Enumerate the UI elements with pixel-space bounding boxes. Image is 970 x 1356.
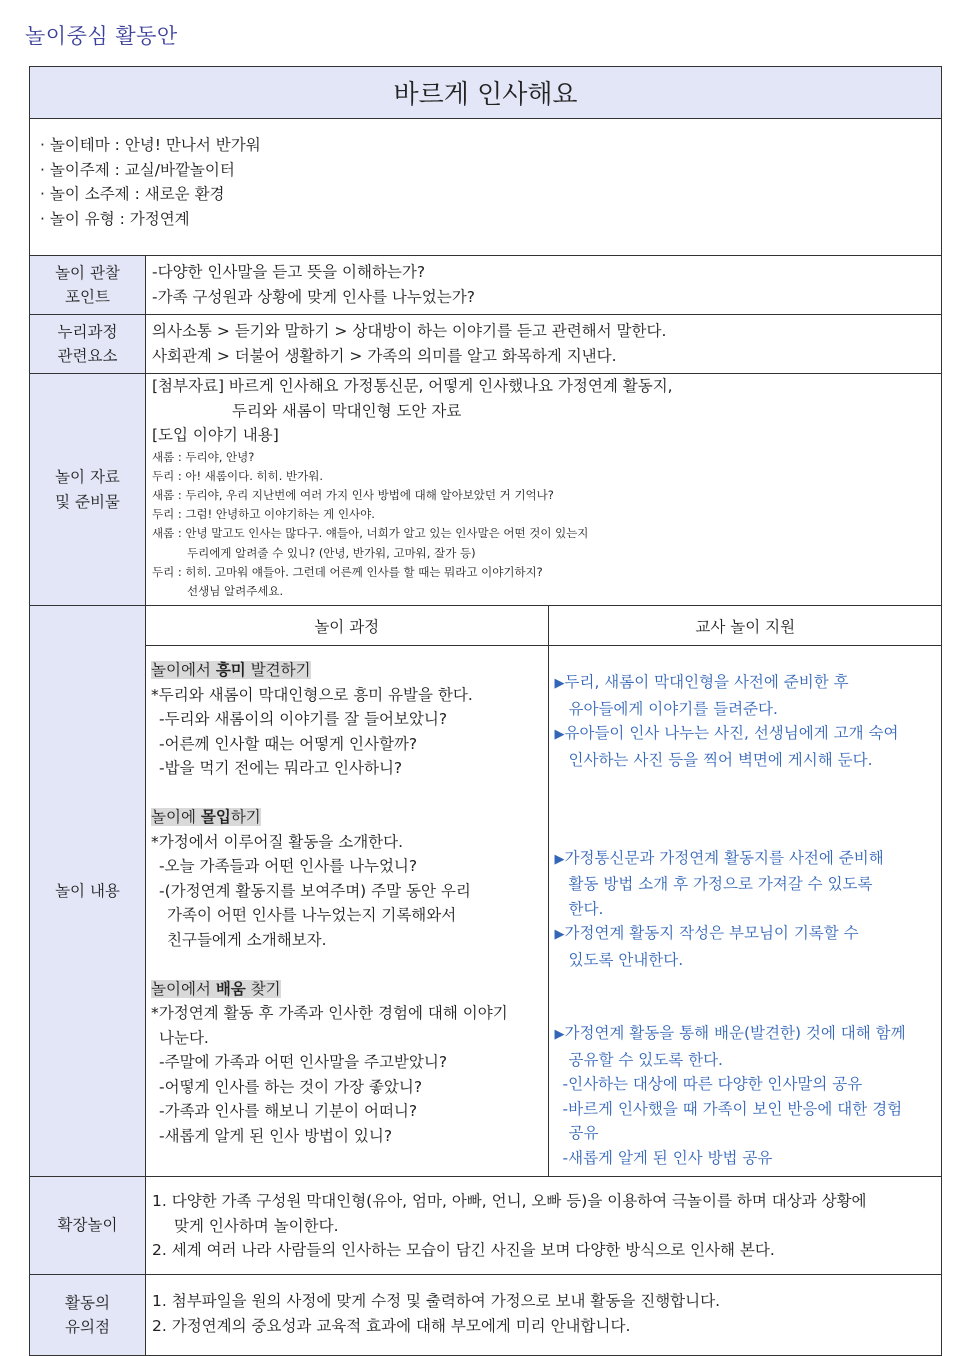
extension-line: 맞게 인사하며 놀이한다. xyxy=(174,1216,339,1235)
process-line: -새롭게 알게 된 인사 방법이 있니? xyxy=(159,1126,393,1145)
materials-label: 놀이 자료 및 준비물 xyxy=(30,374,146,606)
materials-content xyxy=(146,374,942,606)
meta-subtopic: · 놀이 소주제 : 새로운 환경 xyxy=(40,185,225,203)
process-line: 나눈다. xyxy=(159,1028,209,1047)
intro-dialogue xyxy=(152,448,935,602)
process-line: 친구들에게 소개해보자. xyxy=(167,930,327,949)
process-line: -오늘 가족들과 어떤 인사를 나누었니? xyxy=(159,857,418,876)
meta-theme: · 놀이테마 : 안녕! 만나서 반가워 xyxy=(40,136,261,154)
content-cell xyxy=(146,606,942,1177)
document-header: 놀이중심 활동안 xyxy=(25,24,178,48)
right-triangle-icon: ▶ xyxy=(554,927,565,943)
process-line: -밥을 먹기 전에는 뭐라고 인사하니? xyxy=(159,759,403,778)
dialogue-line: 두리에게 알려줄 수 있니? (안녕, 반가워, 고마워, 잘가 등) xyxy=(187,545,476,560)
play-process xyxy=(146,646,548,1177)
extension-line: 2. 세계 여러 나라 사람들의 인사하는 모습이 담긴 사진을 보며 다양한 방식으로 인사해 본다. xyxy=(152,1241,775,1260)
right-triangle-icon: ▶ xyxy=(554,676,565,692)
support-header: 교사 놀이 지원 xyxy=(548,606,942,646)
process-line: -두리와 새롬이의 이야기를 잘 들어보았니? xyxy=(159,710,448,729)
notes-label: 활동의 유의점 xyxy=(30,1275,146,1356)
nuri-label: 누리과정 관련요소 xyxy=(30,315,146,374)
dialogue-line: 새롬 : 안녕 말고도 인사는 많다구. 얘들아, 너희가 알고 있는 인사말은 어떤 것이 있는지 xyxy=(152,526,589,541)
intro-heading: [도입 이야기 내용] xyxy=(152,426,279,444)
section-heading-immersion: 놀이에 몰입하기 xyxy=(151,808,261,827)
notes-content xyxy=(146,1275,942,1356)
dialogue-line: 두리 : 그럼! 안녕하고 이야기하는 게 인사야. xyxy=(152,507,375,522)
process-line: -어떻게 인사를 하는 것이 가장 좋았니? xyxy=(159,1077,423,1096)
attachments-line: 두리와 새롬이 막대인형 도안 자료 xyxy=(232,401,462,420)
right-triangle-icon: ▶ xyxy=(554,851,565,867)
observation-line: -가족 구성원과 상황에 맞게 인사를 나누었는가? xyxy=(152,287,475,306)
dialogue-line: 새롬 : 두리야, 안녕? xyxy=(152,449,255,464)
section-heading-learning: 놀이에서 배움 찾기 xyxy=(151,979,281,998)
observation-line: -다양한 인사말을 듣고 뜻을 이해하는가? xyxy=(152,263,426,281)
dialogue-line: 선생님 알려주세요. xyxy=(187,583,284,598)
process-line: *두리와 새롬이 막대인형으로 흥미 유발을 한다. xyxy=(151,685,473,704)
plan-title: 바르게 인사해요 xyxy=(30,67,942,119)
right-triangle-icon: ▶ xyxy=(554,1027,565,1043)
process-line: *가정에서 이루어질 활동을 소개한다. xyxy=(151,832,404,851)
right-triangle-icon: ▶ xyxy=(554,727,565,743)
nuri-line: 의사소통 > 듣기와 말하기 > 상대방이 하는 이야기를 듣고 관련해서 말한다. xyxy=(152,322,667,340)
content-label: 놀이 내용 xyxy=(30,606,146,1177)
section-heading-interest: 놀이에서 흥미 발견하기 xyxy=(151,661,311,680)
meta-type: · 놀이 유형 : 가정연계 xyxy=(40,209,190,228)
extension-label: 확장놀이 xyxy=(30,1177,146,1275)
nuri-elements xyxy=(146,315,942,374)
activity-plan-table xyxy=(29,66,942,1356)
nuri-line: 사회관계 > 더불어 생활하기 > 가족의 의미를 알고 화목하게 지낸다. xyxy=(152,346,617,365)
note-line: 2. 가정연계의 중요성과 교육적 효과에 대해 부모에게 미리 안내합니다. xyxy=(152,1316,631,1335)
note-line: 1. 첨부파일을 원의 사정에 맞게 수정 및 출력하여 가정으로 보내 활동을 진행합니다. xyxy=(152,1292,721,1311)
dialogue-line: 두리 : 아! 새롬이다. 히히. 반가워. xyxy=(152,468,324,483)
meta-info xyxy=(30,119,942,256)
observation-points xyxy=(146,256,942,315)
content-inner-table xyxy=(146,606,942,1176)
process-line: -주말에 가족과 어떤 인사말을 주고받았니? xyxy=(159,1053,448,1072)
attachments-line: [첨부자료] 바르게 인사해요 가정통신문, 어떻게 인사했나요 가정연계 활동지, xyxy=(152,377,673,395)
teacher-support: ▶두리, 새롬이 막대인형을 사전에 준비한 후 유아들에게 이야기를 들려준다. ▶유아들이 인사 나누는 사진, 선생님에게 고개 숙여 인사하는 사진 등을 찍어 벽면에 게시해 둔다. ▶가정통신문과 가정연계 활동지를 사전에 준비해 활동 방법 소개 후 가정으로 가져갈 수 있도록 한다. ▶가정연계 활동지 작성은 부모님이 기록할 수 있도록 안내한다. ▶가정연계 활동을 통해 배운(발견한) 것에 대해 함께 공유할 수 있도록 한다. -인사하는 대상에 따른 다양한 인사말의 공유 -바르게 인사했을 때 가족이 보인 반응에 대한 경험 공유 -새롭게 알게 된 인사 방법 공유 xyxy=(548,646,942,1177)
process-line: 가족이 어떤 인사를 나누었는지 기록해와서 xyxy=(167,906,457,925)
dialogue-line: 두리 : 히히. 고마워 얘들아. 그런데 어른께 인사를 할 때는 뭐라고 이야기하지? xyxy=(152,564,543,579)
process-header: 놀이 과정 xyxy=(146,606,548,646)
dialogue-line: 새롬 : 두리야, 우리 지난번에 여러 가지 인사 방법에 대해 알아보았던 거 기억나? xyxy=(152,487,554,502)
process-line: -가족과 인사를 해보니 기분이 어떠니? xyxy=(159,1102,418,1121)
process-line: -(가정연계 활동지를 보여주며) 주말 동안 우리 xyxy=(159,881,471,900)
process-line: *가정연계 활동 후 가족과 인사한 경험에 대해 이야기 xyxy=(151,1004,508,1023)
extension-line: 1. 다양한 가족 구성원 막대인형(유아, 엄마, 아빠, 언니, 오빠 등)을 이용하여 극놀이를 하며 대상과 상황에 xyxy=(152,1192,867,1211)
extension-content xyxy=(146,1177,942,1275)
observation-label: 놀이 관찰 포인트 xyxy=(30,256,146,315)
meta-topic: · 놀이주제 : 교실/바깥놀이터 xyxy=(40,160,235,179)
process-line: -어른께 인사할 때는 어떻게 인사할까? xyxy=(159,734,418,753)
